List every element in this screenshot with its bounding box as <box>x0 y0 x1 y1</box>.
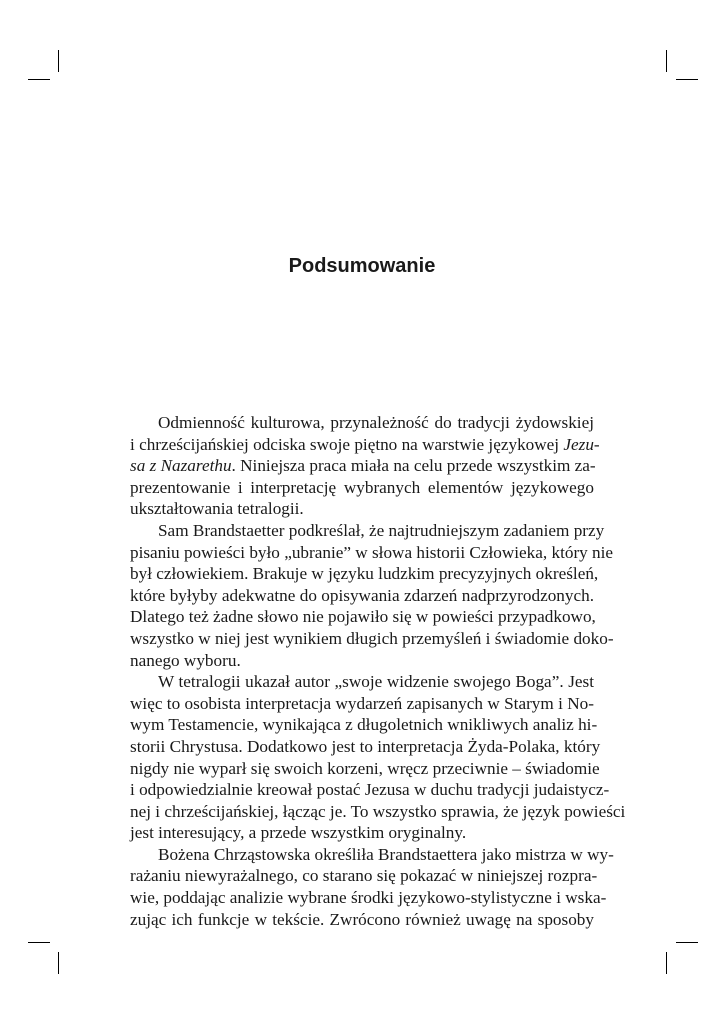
crop-mark-bottom-right-horizontal <box>676 942 698 943</box>
line-text: więc to osobista interpretacja wydarzeń zapisanych w Starym i No- <box>130 693 594 713</box>
line-text: Sam Brandstaetter podkreślał, że najtrudniejszym zadaniem przy <box>158 520 605 540</box>
text-line <box>130 542 614 564</box>
line-text: nigdy nie wyparł się swoich korzeni, wręcz przeciwnie – świadomie <box>130 758 600 778</box>
text-line <box>130 477 594 499</box>
line-text: był człowiekiem. Brakuje w języku ludzkim precyzyjnych określeń, <box>130 564 599 584</box>
text-line <box>130 455 594 477</box>
crop-mark-top-left-horizontal <box>28 79 50 80</box>
crop-mark-top-right-horizontal <box>676 79 698 80</box>
line-text: Odmienność kulturowa, przynależność do tradycji żydowskiej <box>158 413 594 432</box>
italic-title: sa z Nazarethu <box>130 456 232 476</box>
text-line <box>130 758 600 780</box>
line-text: wym Testamencie, wynikająca z długoletnich wnikliwych analiz hi- <box>130 715 598 735</box>
crop-mark-bottom-left-vertical <box>58 952 59 974</box>
line-text: i chrześcijańskiej odciska swoje piętno na warstwie językowej <box>130 434 564 454</box>
italic-title: Jezu- <box>563 434 600 454</box>
text-line <box>130 714 598 736</box>
text-line <box>130 412 594 434</box>
text-line <box>130 628 614 650</box>
text-line <box>130 434 600 456</box>
text-line <box>130 822 594 844</box>
crop-mark-bottom-right-vertical <box>666 952 667 974</box>
text-line <box>130 887 607 909</box>
line-text: zując ich funkcje w tekście. Zwrócono również uwagę na sposoby <box>130 909 594 929</box>
line-text: prezentowanie i interpretację wybranych elementów językowego <box>130 477 594 497</box>
text-line <box>130 671 594 693</box>
text-line <box>130 520 605 542</box>
line-text: wie, poddając analizie wybrane środki językowo-stylistyczne i wska- <box>130 888 607 908</box>
text-line <box>130 650 594 672</box>
text-line <box>130 693 594 715</box>
line-text: i odpowiedzialnie kreował postać Jezusa w duchu tradycji judaistycz- <box>130 780 610 800</box>
text-line <box>130 909 594 931</box>
text-line <box>130 585 594 607</box>
crop-mark-top-right-vertical <box>666 50 667 72</box>
crop-mark-bottom-left-horizontal <box>28 942 50 943</box>
text-line <box>130 844 614 866</box>
line-text: nanego wyboru. <box>130 650 241 670</box>
body-text <box>130 412 626 930</box>
text-line <box>130 779 610 801</box>
line-text: storii Chrystusa. Dodatkowo jest to interpretacja Żyda-Polaka, który <box>130 736 601 756</box>
line-text: które byłyby adekwatne do opisywania zdarzeń nadprzyrodzonych. <box>130 585 594 605</box>
text-line <box>130 498 594 520</box>
text-line <box>130 736 601 758</box>
text-line <box>130 865 598 887</box>
line-text: nej i chrześcijańskiej, łącząc je. To wszystko sprawia, że język powieści <box>130 801 626 821</box>
crop-mark-top-left-vertical <box>58 50 59 72</box>
line-text: rażaniu niewyrażalnego, co starano się pokazać w niniejszej rozpra- <box>130 866 598 886</box>
text-line <box>130 606 594 628</box>
line-text: . Niniejsza praca miała na celu przede wszystkim za- <box>231 456 596 476</box>
line-text: wszystko w niej jest wynikiem długich przemyśleń i świadomie doko- <box>130 628 614 648</box>
line-text: jest interesujący, a przede wszystkim oryginalny. <box>130 823 467 843</box>
text-line <box>130 563 599 585</box>
page-title: Podsumowanie <box>288 255 436 277</box>
line-text: Dlatego też żadne słowo nie pojawiło się w powieści przypadkowo, <box>130 607 596 627</box>
line-text: ukształtowania tetralogii. <box>130 499 304 519</box>
line-text: W tetralogii ukazał autor „swoje widzenie swojego Boga”. Jest <box>158 672 594 692</box>
line-text: Bożena Chrząstowska określiła Brandstaettera jako mistrza w wy- <box>158 844 614 864</box>
line-text: pisaniu powieści było „ubranie” w słowa historii Człowieka, który nie <box>130 542 614 562</box>
text-line <box>130 801 626 823</box>
